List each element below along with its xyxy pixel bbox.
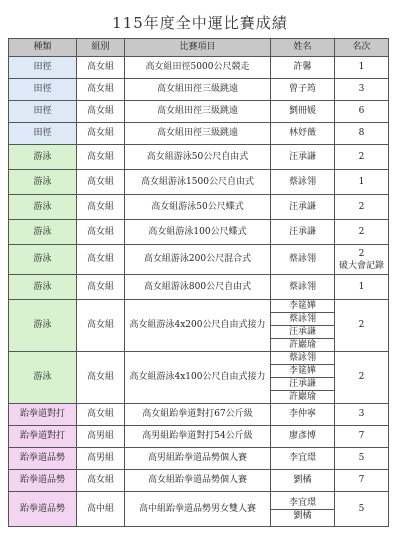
event-cell: 高女組田徑三級跳遠: [125, 79, 271, 101]
group-cell: 高女組: [77, 101, 125, 123]
name-cell: 汪承謙: [271, 145, 335, 170]
athlete-name: 汪承謙: [271, 377, 334, 390]
event-cell: 高女組游泳100公尺蝶式: [125, 220, 271, 245]
table-row: [9, 195, 389, 220]
header-rank: 名次: [335, 39, 389, 57]
category-cell: 游泳: [9, 145, 77, 170]
rank-cell: 3: [335, 404, 389, 426]
event-cell: 高女組游泳50公尺自由式: [125, 145, 271, 170]
group-cell: 高女組: [77, 57, 125, 79]
rank-cell: 1: [335, 275, 389, 300]
name-cell: 許馨: [271, 57, 335, 79]
rank-cell: 5: [335, 492, 389, 527]
rank-value: 2: [358, 248, 365, 259]
category-cell: 游泳: [9, 275, 77, 300]
table-row: [9, 101, 389, 123]
category-cell: 跆拳道對打: [9, 426, 77, 448]
group-cell: 高女組: [77, 275, 125, 300]
category-cell: 跆拳道品勢: [9, 492, 77, 527]
table-row: [9, 448, 389, 470]
event-cell: 高女組田徑三級跳遠: [125, 101, 271, 123]
athlete-name: 許巖瑜: [271, 390, 334, 403]
table-row: [9, 426, 389, 448]
rank-cell: 2: [335, 195, 389, 220]
group-cell: 高女組: [77, 404, 125, 426]
athlete-name: 李筵嬅: [271, 364, 334, 377]
name-cell: 蔡詠翎: [271, 275, 335, 300]
athlete-name: 蔡詠翎: [288, 353, 316, 363]
header-category: 種類: [9, 39, 77, 57]
event-cell: 高女組跆拳道品勢個人賽: [125, 470, 271, 492]
category-cell: 游泳: [9, 300, 77, 352]
event-cell: 高女組游泳200公尺混合式: [125, 245, 271, 275]
rank-cell: 7: [335, 426, 389, 448]
group-cell: 高女組: [77, 195, 125, 220]
table-row: [9, 300, 389, 352]
table-row: [9, 492, 389, 527]
category-cell: 田徑: [9, 101, 77, 123]
name-cell: 汪承謙: [271, 220, 335, 245]
athlete-name: 許巖瑜: [271, 338, 334, 351]
rank-cell: 5: [335, 448, 389, 470]
record-note: 破大會記錄: [338, 260, 384, 271]
event-cell: 高女組田徑三級跳遠: [125, 123, 271, 145]
group-cell: 高女組: [77, 245, 125, 275]
table-row: [9, 145, 389, 170]
rank-cell: 1: [335, 170, 389, 195]
rank-cell: 8: [335, 123, 389, 145]
group-cell: 高女組: [77, 123, 125, 145]
table-row: [9, 470, 389, 492]
table-row: [9, 245, 389, 275]
table-row: [9, 404, 389, 426]
group-cell: 高中組: [77, 492, 125, 527]
category-cell: 跆拳道對打: [9, 404, 77, 426]
group-cell: 高女組: [77, 170, 125, 195]
name-cell: [271, 300, 335, 352]
rank-cell: 2: [335, 300, 389, 352]
table-body: [9, 57, 389, 527]
athlete-name: 汪承謙: [271, 325, 334, 338]
name-cell: [271, 352, 335, 404]
event-cell: 高男組跆拳道品勢個人賽: [125, 448, 271, 470]
table-row: [9, 352, 389, 404]
category-cell: 田徑: [9, 123, 77, 145]
event-cell: 高女組田徑5000公尺競走: [125, 57, 271, 79]
rank-cell: [335, 245, 389, 275]
event-cell: 高女組跆拳道對打67公斤級: [125, 404, 271, 426]
table-row: [9, 57, 389, 79]
group-cell: 高男組: [77, 426, 125, 448]
name-cell: 汪承謙: [271, 195, 335, 220]
group-cell: 高女組: [77, 145, 125, 170]
event-cell: 高女組游泳4x100公尺自由式接力: [125, 352, 271, 404]
table-row: [9, 79, 389, 101]
rank-cell: 6: [335, 101, 389, 123]
name-cell: 李宜璟: [271, 448, 335, 470]
category-cell: 游泳: [9, 245, 77, 275]
athlete-name: 李宜璟: [288, 497, 316, 508]
category-cell: 田徑: [9, 79, 77, 101]
group-cell: 高女組: [77, 470, 125, 492]
name-cell: 蔡詠翎: [271, 245, 335, 275]
name-cell: 曾子筠: [271, 79, 335, 101]
athlete-name: 蔡詠翎: [271, 312, 334, 325]
category-cell: 游泳: [9, 352, 77, 404]
table-header-row: [9, 39, 389, 57]
table-row: [9, 123, 389, 145]
group-cell: 高女組: [77, 300, 125, 352]
athlete-name: 李筵嬅: [288, 301, 316, 311]
table-row: [9, 170, 389, 195]
category-cell: 游泳: [9, 195, 77, 220]
group-cell: 高女組: [77, 352, 125, 404]
header-group: 組別: [77, 39, 125, 57]
name-cell: 蔡詠翎: [271, 170, 335, 195]
event-cell: 高女組游泳4x200公尺自由式接力: [125, 300, 271, 352]
name-cell: 廖彥博: [271, 426, 335, 448]
group-cell: 高女組: [77, 79, 125, 101]
rank-cell: 2: [335, 220, 389, 245]
event-cell: 高女組游泳800公尺自由式: [125, 275, 271, 300]
name-cell: 劉橘: [271, 470, 335, 492]
event-cell: 高女組游泳50公尺蝶式: [125, 195, 271, 220]
table-row: [9, 220, 389, 245]
name-cell: [271, 492, 335, 527]
table-row: [9, 275, 389, 300]
name-cell: 林妤薇: [271, 123, 335, 145]
header-event: 比賽項目: [125, 39, 271, 57]
rank-cell: 7: [335, 470, 389, 492]
category-cell: 跆拳道品勢: [9, 470, 77, 492]
results-table: [8, 38, 389, 527]
event-cell: 高中組跆拳道品勢男女雙人賽: [125, 492, 271, 527]
rank-cell: 1: [335, 57, 389, 79]
category-cell: 跆拳道品勢: [9, 448, 77, 470]
group-cell: 高男組: [77, 448, 125, 470]
rank-cell: 3: [335, 79, 389, 101]
page-title: 115年度全中運比賽成績: [112, 14, 288, 32]
event-cell: 高女組游泳1500公尺自由式: [125, 170, 271, 195]
group-cell: 高女組: [77, 220, 125, 245]
event-cell: 高男組跆拳道對打54公斤級: [125, 426, 271, 448]
rank-cell: 2: [335, 352, 389, 404]
category-cell: 游泳: [9, 220, 77, 245]
header-name: 姓名: [271, 39, 335, 57]
name-cell: 劉冊媛: [271, 101, 335, 123]
rank-cell: 2: [335, 145, 389, 170]
name-cell: 李仲寧: [271, 404, 335, 426]
category-cell: 游泳: [9, 170, 77, 195]
athlete-name: 劉橘: [271, 509, 334, 522]
category-cell: 田徑: [9, 57, 77, 79]
